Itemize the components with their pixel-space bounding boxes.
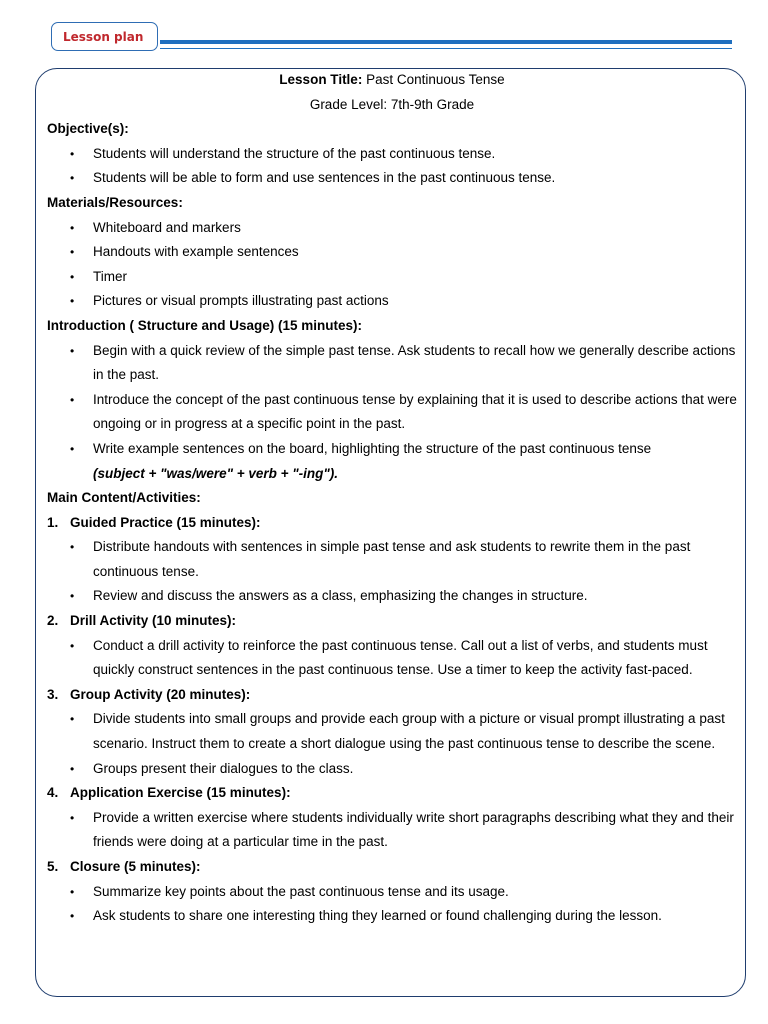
objective-item: • Students will be able to form and use sentences in the past continuous tense. — [47, 166, 737, 191]
lesson-title-value: Past Continuous Tense — [366, 72, 505, 87]
section-heading — [47, 511, 737, 536]
section-title: Guided Practice (15 minutes): — [70, 514, 261, 530]
section-title: Application Exercise (15 minutes): — [70, 785, 291, 801]
activity-item: • Divide students into small groups and provide each group with a picture or visual prompt illustrating a past scenario. Instruct them to create a short dialogue using the past continuous tense to describe the scene. — [47, 707, 737, 756]
lesson-title-label: Lesson Title: — [279, 72, 363, 87]
activity-item: • Groups present their dialogues to the class. — [47, 757, 737, 782]
material-item: • Pictures or visual prompts illustrating past actions — [47, 289, 737, 314]
material-item: • Timer — [47, 265, 737, 290]
activity-item: • Distribute handouts with sentences in simple past tense and ask students to rewrite them in the past continuous tense. — [47, 535, 737, 584]
section-title: Closure (5 minutes): — [70, 859, 201, 874]
section-heading — [47, 781, 737, 806]
section-heading — [47, 609, 737, 634]
introduction-heading: Introduction ( Structure and Usage) (15 minutes): — [47, 317, 363, 333]
grade-level: Grade Level: 7th-9th Grade — [309, 96, 475, 112]
section-number: 1. — [47, 514, 59, 530]
lesson-plan-tab-label: Lesson plan — [63, 29, 144, 44]
activity-item: • Provide a written exercise where students individually write short paragraphs describing what they and their friends were doing at a particular time in the past. — [47, 806, 737, 855]
introduction-item: • Write example sentences on the board, highlighting the structure of the past continuous tense — [47, 437, 737, 462]
objective-item: • Students will understand the structure of the past continuous tense. — [47, 142, 737, 167]
section-number: 2. — [47, 613, 59, 629]
introduction-item: • Begin with a quick review of the simple past tense. Ask students to recall how we generally describe actions in the past. — [47, 339, 737, 388]
section-number: 4. — [47, 785, 59, 801]
activity-item: • Summarize key points about the past continuous tense and its usage. — [47, 880, 737, 905]
lesson-title — [47, 68, 737, 93]
header-rule-thick — [160, 40, 732, 44]
introduction-item: • Introduce the concept of the past continuous tense by explaining that it is used to describe actions that were ongoing or in progress at a specific point in the past. — [47, 388, 737, 437]
section-heading — [47, 683, 737, 708]
section-heading — [47, 855, 737, 880]
section-number: 5. — [47, 859, 59, 874]
materials-heading: Materials/Resources: — [47, 194, 183, 210]
section-title: Drill Activity (10 minutes): — [70, 613, 237, 629]
activity-item: • Conduct a drill activity to reinforce the past continuous tense. Call out a list of verbs, and students must quickly construct sentences in the past continuous tense. Use a timer to keep the activity fast-paced. — [47, 634, 737, 683]
activity-item: • Review and discuss the answers as a class, emphasizing the changes in structure. — [47, 584, 737, 609]
lesson-content — [47, 68, 737, 929]
section-title: Group Activity (20 minutes): — [70, 686, 251, 702]
material-item: • Handouts with example sentences — [47, 240, 737, 265]
section-number: 3. — [47, 686, 59, 702]
header-rule-thin — [160, 48, 732, 49]
structure-formula: (subject + "was/were" + verb + "-ing"). — [93, 465, 339, 481]
activity-item: • Ask students to share one interesting thing they learned or found challenging during the lesson. — [47, 904, 737, 929]
lesson-plan-tab — [51, 22, 158, 51]
main-heading: Main Content/Activities: — [47, 490, 201, 506]
objectives-heading: Objective(s): — [47, 121, 129, 137]
material-item: • Whiteboard and markers — [47, 216, 737, 241]
